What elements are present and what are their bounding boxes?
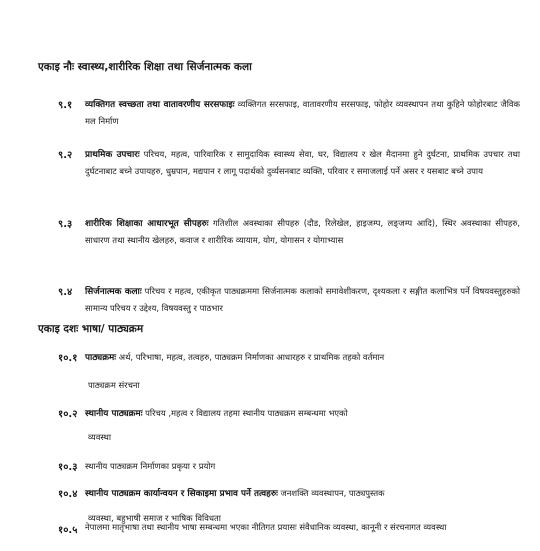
item-heading: व्यक्तिगत स्वच्छता तथा वातावरणीय सरसफाइः (85, 100, 235, 110)
item-continuation: पाठ्यक्रम संरचना (88, 380, 140, 390)
item-heading: सिर्जनात्मक कलाः (85, 287, 142, 297)
item-heading: स्थानीय पाठ्यक्रमः (85, 409, 143, 419)
list-item (58, 216, 520, 264)
item-heading: स्थानीय पाठ्यक्रम कार्यान्वयन र सिकाइमा प्रभाव पर्ने तत्वहरुः (85, 489, 278, 499)
item-text (85, 284, 520, 316)
item-continuation-inline: र संरचनागत व्यवस्था (381, 522, 447, 532)
item-heading: प्राथमिक उपचारः (85, 150, 140, 160)
item-continuation: व्यवस्था, बहुभाषी समाज र भाषिक विविधता (88, 513, 221, 523)
item-description: स्थानीय पाठ्यक्रम निर्माणका प्रकृया र प्रयोग (85, 461, 216, 471)
list-item (58, 350, 520, 366)
item-description: अर्थ, परिभाषा, महत्व, तत्वहरु, पाठ्यक्रम निर्माणका आधारहरु र प्राथमिक तहको वर्तमान (116, 352, 385, 362)
item-number: १०.५ (58, 525, 78, 536)
item-number: १०.३ (58, 462, 78, 473)
item-heading: पाठ्यक्रमः (85, 353, 117, 363)
list-item (58, 97, 520, 129)
item-text (85, 459, 520, 475)
list-item (58, 406, 520, 422)
unit-10-title: एकाइ दशः भाषा/ पाठ्यक्रम (38, 323, 144, 335)
item-description: व्यक्तिगत सरसफाइ, वातावरणीय सरसफाइ, फोहोर व्यवस्थापन तथा कुहिने फोहोरबाट जैविक मल निर्माण (85, 99, 520, 126)
item-text (85, 406, 520, 423)
item-description: परिचय ,महत्व र विद्यालय तहमा स्थानीय पाठ्यक्रम सम्बन्धमा भएको (142, 408, 348, 418)
item-number: ९.२ (58, 150, 73, 161)
item-text (85, 522, 520, 533)
item-text (85, 147, 520, 179)
item-text (85, 97, 520, 129)
item-description: परिचय र महत्व, एकीकृत पाठ्यक्रममा सिर्जनात्मक कलाको समावेशीकरण, दृश्यकला र सङ्गीत कलाभित्र पर्ने विषयवस्तुहरुको सामान्य परिचय र उद्देश्य, विषयवस्तु र पाठभार (85, 286, 520, 313)
list-item (58, 459, 520, 475)
item-number: ९.३ (58, 219, 73, 230)
list-item (58, 147, 520, 195)
item-continuation: व्यवस्था (88, 432, 111, 442)
list-item (58, 486, 520, 502)
unit-9-title: एकाइ नौः स्वास्थ्य,शारीरिक शिक्षा तथा सिर्जनात्मक कला (38, 61, 252, 73)
item-number: १०.२ (58, 409, 78, 420)
item-description: नेपालमा मातृभाषा तथा स्थानीय भाषा सम्बन्धमा भएका नीतिगत प्रयासः संवैधानिक व्यवस्था, कानूनी (85, 522, 382, 532)
item-number: १०.१ (58, 353, 78, 364)
item-number: १०.४ (58, 489, 78, 500)
item-description: गतिशील अवस्थाका सीपहरु (दौड, रिलेखेल, हाइजम्प, लङ्जम्प आदि), स्थिर अवस्थाका सीपहरु, साधारण तथा स्थानीय खेलहरु, कवाज र शारीरिक व्यायाम, योग, योगासन र योगाभ्यास (85, 218, 520, 245)
item-description: जनशक्ति व्यवस्थापन, पाठ्यपुस्तक (277, 488, 385, 498)
item-description: परिचय, महत्व, पारिवारिक र सामुदायिक स्वास्थ्य सेवा, घर, विद्यालय र खेल मैदानमा हुने दुर्घटना, प्राथमिक उपचार तथा दुर्घटनाबाट बच्ने उपायहरु, धुम्रपान, मद्यपान र लागू पदार्थको दुर्व्यसनबाट व्यक्ति, परिवार र समाजलाई पर्ने असर र यसबाट बच्ने उपाय (85, 149, 520, 176)
item-number: ९.४ (58, 287, 73, 298)
item-text (85, 216, 520, 248)
item-text (85, 486, 520, 503)
item-text (85, 350, 520, 367)
list-item (58, 284, 520, 316)
item-number: ९.१ (58, 100, 73, 111)
list-item (58, 522, 520, 538)
item-heading: शारीरिक शिक्षाका आधारभूत सीपहरुः (85, 219, 209, 229)
